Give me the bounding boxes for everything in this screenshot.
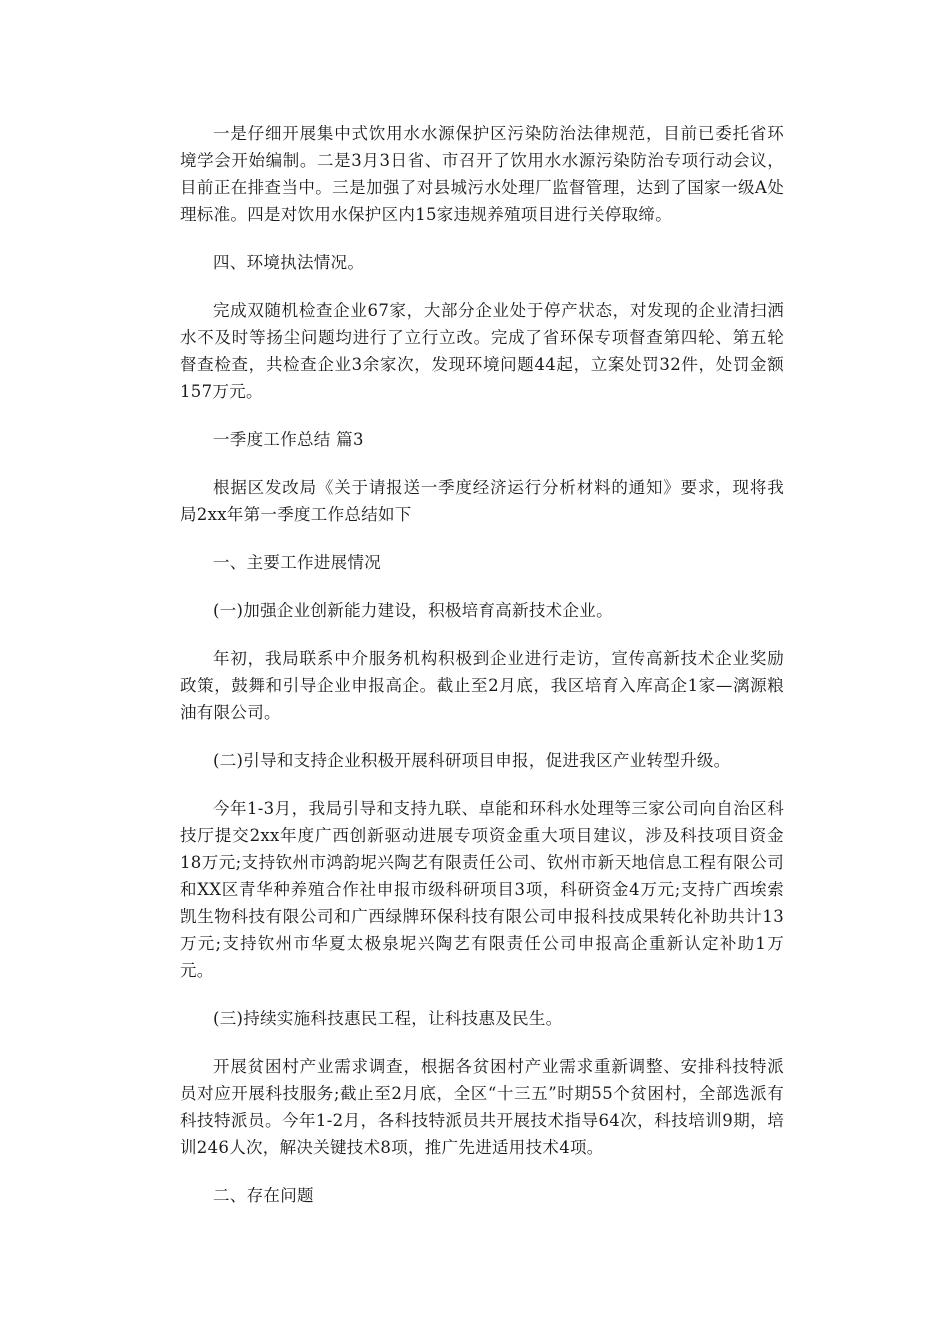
heading-summary-part3: 一季度工作总结 篇3 (213, 430, 364, 449)
subheading-research-projects: (二)引导和支持企业积极开展科研项目申报，促进我区产业转型升级。 (213, 751, 731, 770)
paragraph-intro: 根据区发改局《关于请报送一季度经济运行分析材料的通知》要求，现将我局2xx年第一季度工作总结如下 (180, 478, 784, 524)
paragraph-innovation: 年初，我局联系中介服务机构积极到企业进行走访，宣传高新技术企业奖励政策，鼓舞和引导企业申报高企。截止至2月底，我区培育入库高企1家—漓源粮油有限公司。 (180, 649, 784, 722)
paragraph-enforcement: 完成双随机检查企业67家，大部分企业处于停产状态，对发现的企业清扫洒水不及时等扬尘问题均进行了立行立改。完成了省环保专项督查第四轮、第五轮督查检查，共检查企业3余家次，发现环境问题44起，立案处罚32件，处罚金额157万元。 (180, 301, 784, 401)
subheading-innovation: (一)加强企业创新能力建设，积极培育高新技术企业。 (213, 601, 613, 620)
document-body (180, 120, 784, 1230)
heading-main-progress: 一、主要工作进展情况 (213, 553, 381, 572)
subheading-tech-for-people: (三)持续实施科技惠民工程，让科技惠及民生。 (213, 1009, 563, 1028)
paragraph-water-protection: 一是仔细开展集中式饮用水水源保护区污染防治法律规范，目前已委托省环境学会开始编制。二是3月3日省、市召开了饮用水水源污染防治专项行动会议，目前正在排查当中。三是加强了对县城污水处理厂监督管理，达到了国家一级A处理标准。四是对饮用水保护区内15家违规养殖项目进行关停取缔。 (180, 124, 784, 224)
paragraph-tech-for-people: 开展贫困村产业需求调查，根据各贫困村产业需求重新调整、安排科技特派员对应开展科技服务;截止至2月底，全区“十三五”时期55个贫困村，全部选派有科技特派员。今年1-2月，各科技特派员共开展技术指导64次，科技培训9期，培训246人次，解决关键技术8项，推广先进适用技术4项。 (180, 1057, 784, 1157)
paragraph-research-projects: 今年1-3月，我局引导和支持九联、卓能和环科水处理等三家公司向自治区科技厅提交2xx年度广西创新驱动进展专项资金重大项目建议，涉及科技项目资金18万元;支持钦州市鸿韵坭兴陶艺有限责任公司、钦州市新天地信息工程有限公司和XX区青华种养殖合作社申报市级科研项目3项，科研资金4万元;支持广西埃索凯生物科技有限公司和广西绿牌环保科技有限公司申报科技成果转化补助共计13万元;支持钦州市华夏太极泉坭兴陶艺有限责任公司申报高企重新认定补助1万元。 (180, 799, 784, 980)
heading-enforcement: 四、环境执法情况。 (213, 253, 365, 272)
heading-problems: 二、存在问题 (213, 1186, 314, 1205)
